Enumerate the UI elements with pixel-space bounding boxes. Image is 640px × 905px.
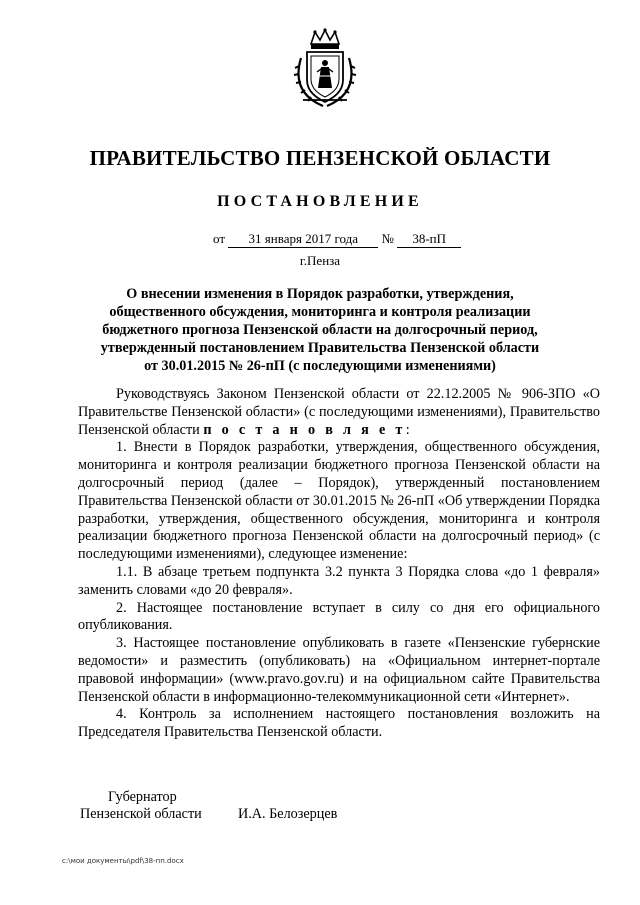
signature-title: Губернатор — [108, 789, 177, 805]
preamble-text: Руководствуясь Законом Пензенской области от 22.12.2005 № 906-ЗПО «О Правительстве Пензенской области» (с последующими изменениями), Правительство Пензенской области — [78, 386, 600, 438]
item-1-1: 1.1. В абзаце третьем подпункта 3.2 пункта 3 Порядка слова «до 1 февраля» заменить словами «до 20 февраля». — [78, 563, 600, 598]
preamble-paragraph — [78, 386, 600, 439]
government-title: ПРАВИТЕЛЬСТВО ПЕНЗЕНСКОЙ ОБЛАСТИ — [89, 146, 551, 170]
subject-line: общественного обсуждения, мониторинга и контроля реализации — [109, 304, 531, 320]
signature-name: И.А. Белозерцев — [238, 806, 338, 822]
city: г.Пенза — [299, 253, 341, 268]
coat-of-arms-icon — [293, 28, 357, 110]
number-prefix: № — [381, 231, 394, 246]
document-body — [78, 386, 600, 742]
document-type: ПОСТАНОВЛЕНИЕ — [217, 193, 423, 210]
subject-line: бюджетного прогноза Пензенской области на долгосрочный период, — [102, 322, 538, 338]
subject-line: утвержденный постановлением Правительства Пензенской области — [100, 340, 540, 356]
document-subject — [95, 285, 545, 375]
date-number-line — [213, 231, 461, 248]
subject-line: О внесении изменения в Порядок разработки, утверждения, — [126, 286, 514, 302]
decree-colon: : — [405, 421, 410, 438]
item-4: 4. Контроль за исполнением настоящего постановления возложить на Председателя Правительства Пензенской области. — [78, 706, 600, 741]
signature-region: Пензенской области — [80, 806, 202, 822]
item-3: 3. Настоящее постановление опубликовать в газете «Пензенские губернские ведомости» и разместить (опубликовать) на «Официальном интернет-портале правовой информации» (www.pravo.gov.ru) и на официальном сайте Правительства Пензенской области в информационно-телекоммуникационной сети «Интернет». — [78, 635, 600, 705]
item-1: 1. Внести в Порядок разработки, утверждения, общественного обсуждения, мониторинга и контроля реализации бюджетного прогноза Пензенской области на долгосрочный период (далее – Порядок), утвержденный постановлением Правительства Пензенской области от 30.01.2015 № 26-пП «Об утверждении Порядка разработки, утверждения, общественного обсуждения, мониторинга и контроля реализации бюджетного прогноза Пензенской области на долгосрочный период» (с последующими изменениями), следующее изменение: — [78, 439, 600, 563]
file-path: c:\мои документы\pdf\38-пп.docx — [62, 857, 184, 865]
document-date: 31 января 2017 года — [228, 231, 378, 248]
date-prefix: от — [213, 231, 226, 246]
item-2: 2. Настоящее постановление вступает в силу со дня его официального опубликования. — [78, 599, 600, 634]
decree-word: п о с т а н о в л я е т — [203, 421, 406, 438]
document-number: 38-пП — [397, 231, 461, 248]
subject-line: от 30.01.2015 № 26-пП (с последующими изменениями) — [144, 358, 496, 374]
